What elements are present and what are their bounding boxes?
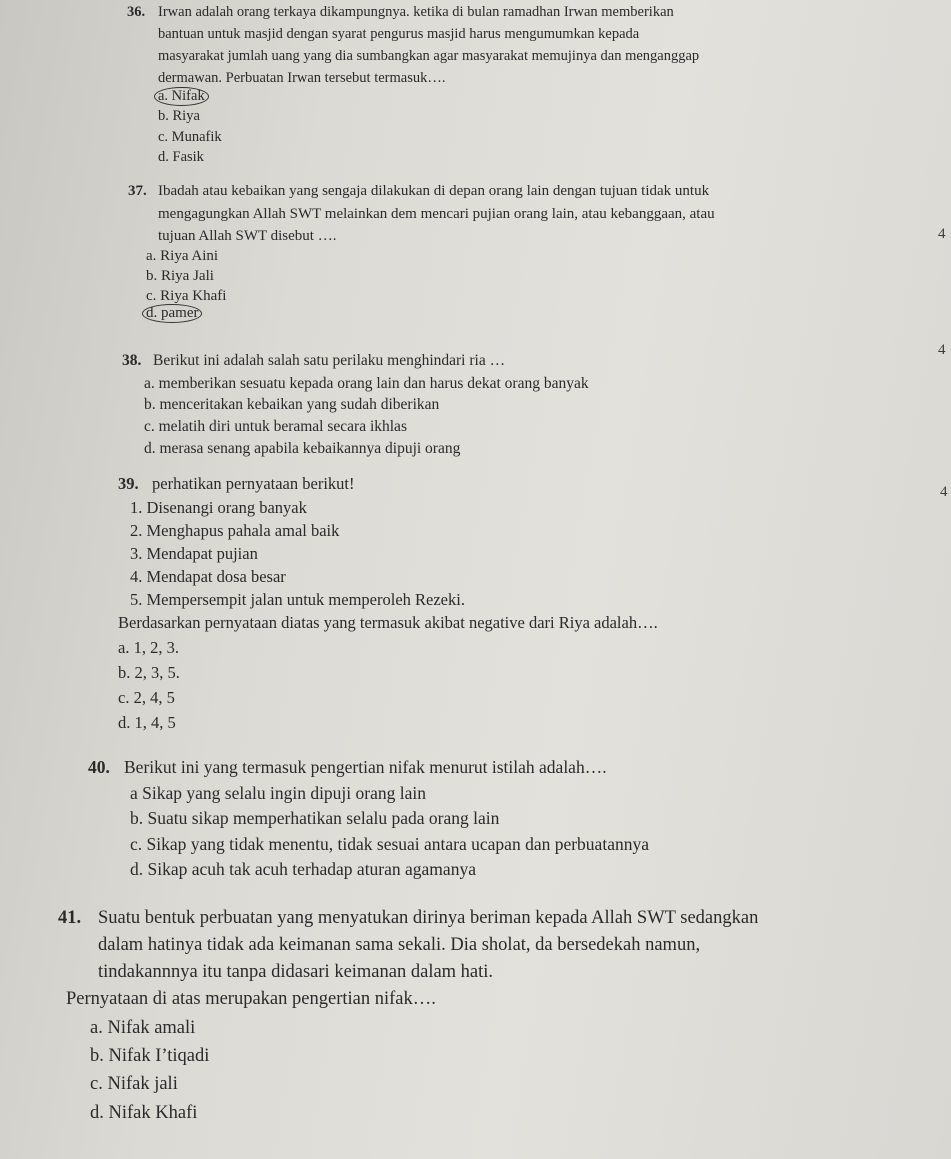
- option-d: d. 1, 4, 5: [118, 713, 176, 732]
- statement-1: 1. Disenangi orang banyak: [130, 498, 307, 517]
- question-number: 36.: [127, 4, 146, 20]
- option-c: c. Sikap yang tidak menentu, tidak sesuai antara ucapan dan perbuatannya: [130, 834, 649, 854]
- option-c: c. Riya Khafi: [146, 288, 227, 304]
- question-text-line: perhatikan pernyataan berikut!: [152, 474, 355, 493]
- statement-3: 3. Mendapat pujian: [130, 544, 258, 563]
- statement-2: 2. Menghapus pahala amal baik: [130, 521, 340, 540]
- statement-5: 5. Mempersempit jalan untuk memperoleh Rezeki.: [130, 590, 465, 609]
- option-c: c. 2, 4, 5: [118, 688, 175, 707]
- option-b: b. 2, 3, 5.: [118, 663, 180, 682]
- question-text-line: Suatu bentuk perbuatan yang menyatukan dirinya beriman kepada Allah SWT sedangkan: [98, 908, 759, 928]
- option-b: b. Suatu sikap memperhatikan selalu pada orang lain: [130, 808, 500, 828]
- option-d: d. pamer: [142, 304, 202, 323]
- margin-mark: 4: [940, 484, 948, 500]
- question-text-line: bantuan untuk masjid dengan syarat pengurus masjid harus mengumumkan kepada: [158, 26, 640, 42]
- option-d: d. Fasik: [158, 149, 204, 165]
- question-text-line: Berikut ini adalah salah satu perilaku menghindari ria …: [153, 352, 506, 369]
- question-text-line: tujuan Allah SWT disebut ….: [158, 228, 337, 244]
- question-number: 40.: [88, 757, 110, 777]
- statement-4: 4. Mendapat dosa besar: [130, 567, 286, 586]
- option-a: a. Nifak amali: [90, 1018, 196, 1038]
- option-a: a. Nifak: [154, 87, 209, 106]
- option-c: c. Munafik: [158, 129, 222, 145]
- question-text-line: Pernyataan di atas merupakan pengertian nifak….: [66, 989, 436, 1009]
- question-number: 37.: [128, 183, 147, 199]
- option-c: c. melatih diri untuk beramal secara ikhlas: [144, 418, 407, 435]
- question-text-line: masyarakat jumlah uang yang dia sumbangkan agar masyarakat memujinya dan menganggap: [158, 48, 700, 64]
- option-d: d. Sikap acuh tak acuh terhadap aturan agamanya: [130, 859, 476, 879]
- option-a: a. memberikan sesuatu kepada orang lain dan harus dekat orang banyak: [144, 375, 589, 392]
- option-b: b. menceritakan kebaikan yang sudah diberikan: [144, 396, 440, 413]
- option-a: a. 1, 2, 3.: [118, 638, 179, 657]
- option-d: d. Nifak Khafi: [90, 1103, 198, 1123]
- question-prompt: Berdasarkan pernyataan diatas yang termasuk akibat negative dari Riya adalah….: [118, 613, 658, 632]
- question-number: 38.: [122, 352, 142, 369]
- question-text-line: dalam hatinya tidak ada keimanan sama sekali. Dia sholat, da bersedekah namun,: [98, 935, 701, 955]
- question-text-line: Ibadah atau kebaikan yang sengaja dilakukan di depan orang lain dengan tujuan tidak untuk: [158, 183, 710, 199]
- question-number: 39.: [118, 474, 139, 493]
- option-d: d. merasa senang apabila kebaikannya dipuji orang: [144, 440, 461, 457]
- question-text-line: tindakannnya itu tanpa didasari keimanan dalam hati.: [98, 962, 494, 982]
- option-a: a Sikap yang selalu ingin dipuji orang lain: [130, 783, 426, 803]
- option-c: c. Nifak jali: [90, 1074, 178, 1094]
- margin-mark: 4: [938, 342, 946, 358]
- question-text-line: Irwan adalah orang terkaya dikampungnya. ketika di bulan ramadhan Irwan memberikan: [158, 4, 674, 20]
- option-a: a. Riya Aini: [146, 248, 219, 264]
- question-number: 41.: [58, 908, 82, 928]
- option-b: b. Riya: [158, 108, 200, 124]
- question-text-line: mengagungkan Allah SWT melainkan dem mencari pujian orang lain, atau kebanggaan, atau: [158, 206, 715, 222]
- margin-mark: 4: [938, 226, 946, 242]
- question-text-line: Berikut ini yang termasuk pengertian nifak menurut istilah adalah….: [124, 757, 607, 777]
- option-b: b. Riya Jali: [146, 268, 214, 284]
- option-b: b. Nifak I’tiqadi: [90, 1046, 210, 1066]
- question-text-line: dermawan. Perbuatan Irwan tersebut termasuk….: [158, 70, 446, 86]
